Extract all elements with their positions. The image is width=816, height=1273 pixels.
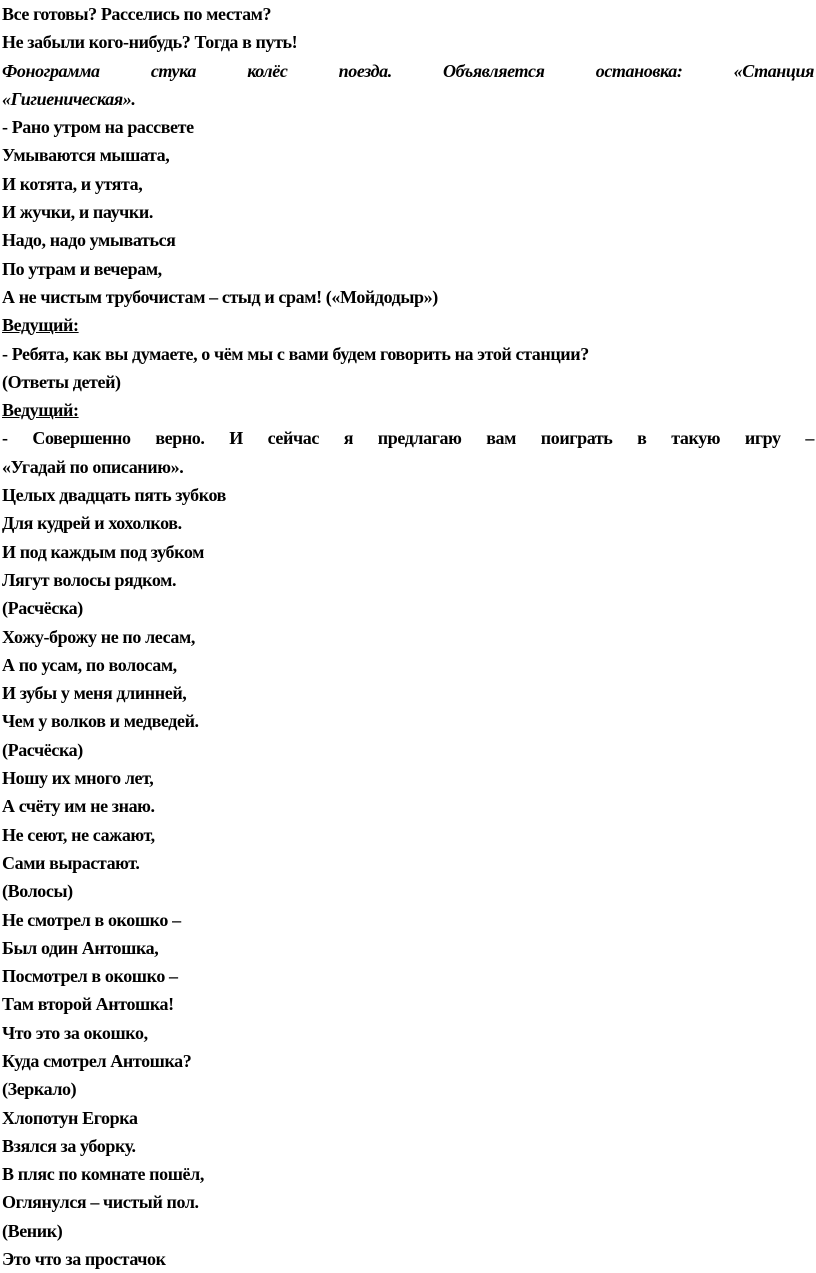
riddle-answer: (Зеркало) bbox=[2, 1079, 77, 1100]
riddle-line: Был один Антошка, bbox=[2, 937, 159, 958]
riddle-line: Для кудрей и хохолков. bbox=[2, 513, 182, 534]
text-line: По утрам и вечерам, bbox=[2, 258, 162, 279]
text-line: - Совершенно верно. И сейчас я предлагаю вам поиграть в такую игру – bbox=[2, 428, 814, 449]
riddle-line: Что это за окошко, bbox=[2, 1022, 148, 1043]
riddle-answer: (Расчёска) bbox=[2, 739, 83, 760]
text-line: Надо, надо умываться bbox=[2, 230, 176, 251]
riddle-line: Чем у волков и медведей. bbox=[2, 711, 199, 732]
riddle-line: Хлопотун Егорка bbox=[2, 1107, 138, 1128]
riddle-answer: (Расчёска) bbox=[2, 598, 83, 619]
text-line: Умываются мышата, bbox=[2, 145, 170, 166]
text-line: А не чистым трубочистам – стыд и срам! («Мойдодыр») bbox=[2, 286, 438, 307]
riddle-line: Целых двадцать пять зубков bbox=[2, 485, 226, 506]
text-line: И котята, и утята, bbox=[2, 173, 143, 194]
riddle-answer: (Волосы) bbox=[2, 881, 73, 902]
text-line: «Угадай по описанию». bbox=[2, 456, 184, 477]
stage-direction-line: Фонограмма стука колёс поезда. Объявляется остановка: «Станция bbox=[2, 60, 814, 81]
riddle-line: Ношу их много лет, bbox=[2, 768, 154, 789]
stage-direction-line: «Гигиеническая». bbox=[2, 88, 136, 109]
riddle-line: А счёту им не знаю. bbox=[2, 796, 155, 817]
riddle-line: Это что за простачок bbox=[2, 1249, 166, 1270]
riddle-line: Не сеют, не сажают, bbox=[2, 824, 155, 845]
riddle-line: И под каждым под зубком bbox=[2, 541, 204, 562]
text-line: Не забыли кого-нибудь? Тогда в путь! bbox=[2, 32, 298, 53]
riddle-line: Не смотрел в окошко – bbox=[2, 909, 181, 930]
text-line: И жучки, и паучки. bbox=[2, 202, 153, 223]
riddle-line: Хожу-брожу не по лесам, bbox=[2, 626, 195, 647]
text-line: - Рано утром на рассвете bbox=[2, 117, 194, 138]
riddle-answer: (Веник) bbox=[2, 1220, 63, 1241]
riddle-line: Взялся за уборку. bbox=[2, 1135, 136, 1156]
speaker-label: Ведущий: bbox=[2, 400, 79, 421]
document-page bbox=[2, 0, 814, 1273]
riddle-line: Куда смотрел Антошка? bbox=[2, 1050, 192, 1071]
riddle-line: Оглянулся – чистый пол. bbox=[2, 1192, 199, 1213]
riddle-line: А по усам, по волосам, bbox=[2, 654, 177, 675]
text-line: (Ответы детей) bbox=[2, 371, 121, 392]
text-line: Все готовы? Расселись по местам? bbox=[2, 4, 272, 24]
riddle-line: И зубы у меня длинней, bbox=[2, 683, 187, 704]
riddle-line: Сами вырастают. bbox=[2, 852, 140, 873]
text-line: - Ребята, как вы думаете, о чём мы с вами будем говорить на этой станции? bbox=[2, 343, 589, 364]
riddle-line: Лягут волосы рядком. bbox=[2, 569, 177, 590]
riddle-line: Там второй Антошка! bbox=[2, 994, 174, 1015]
speaker-label: Ведущий: bbox=[2, 315, 79, 336]
riddle-line: Посмотрел в окошко – bbox=[2, 966, 178, 987]
riddle-line: В пляс по комнате пошёл, bbox=[2, 1164, 204, 1185]
